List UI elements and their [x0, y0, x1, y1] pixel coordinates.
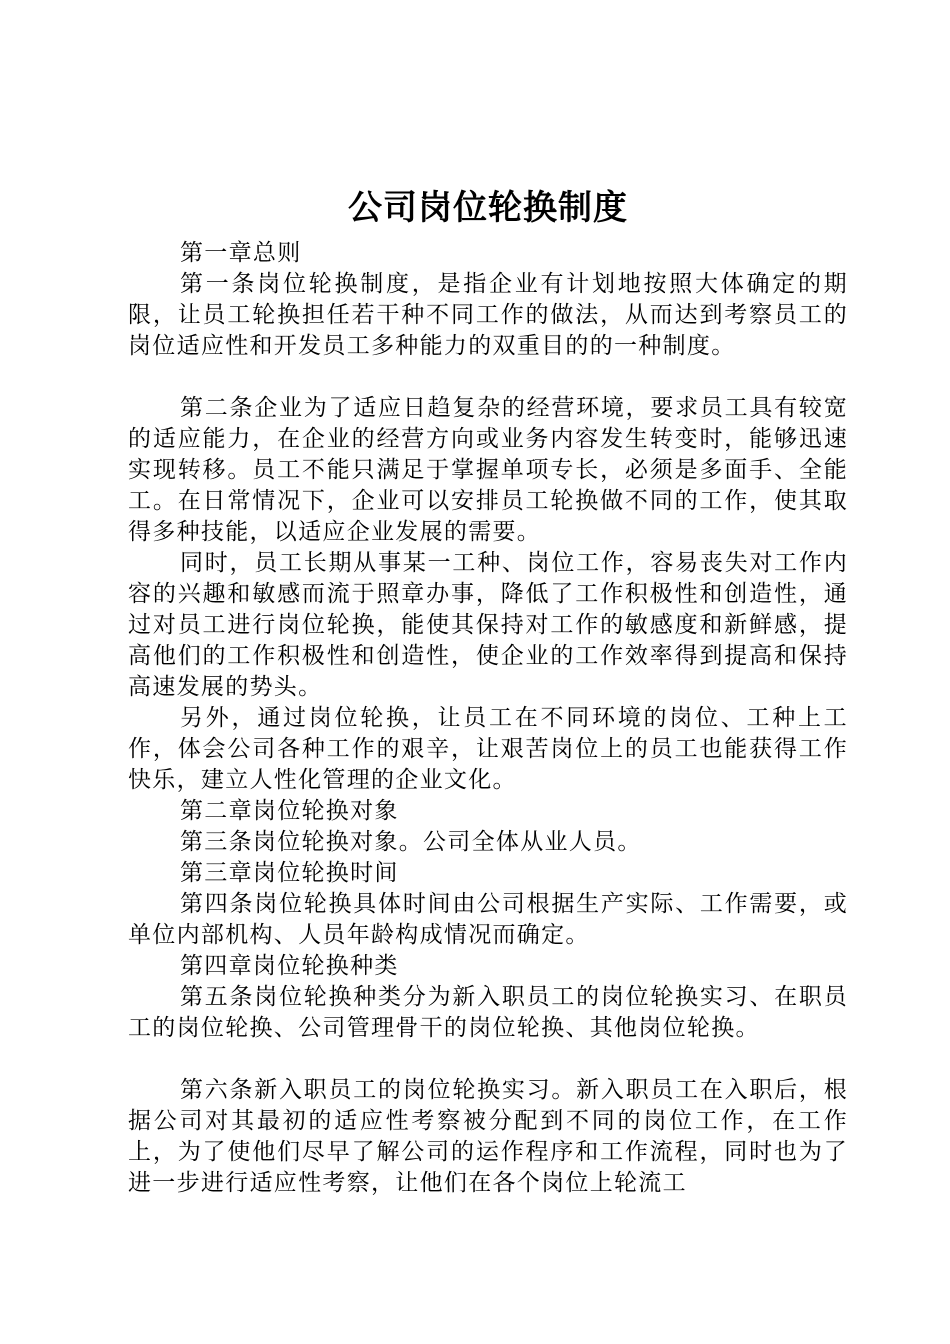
- body-paragraph: 同时，员工长期从事某一工种、岗位工作，容易丧失对工作内容的兴趣和敏感而流于照章办事，降低了工作积极性和创造性，通过对员工进行岗位轮换，能使其保持对工作的敏感度和新鲜感，提高他们的工作积极性和创造性，使企业的工作效率得到提高和保持高速发展的势头。: [128, 550, 848, 700]
- article-paragraph: 第一条岗位轮换制度，是指企业有计划地按照大体确定的期限，让员工轮换担任若干种不同工作的做法，从而达到考察员工的岗位适应性和开发员工多种能力的双重目的的一种制度。: [128, 271, 848, 359]
- chapter-heading: 第一章总则: [180, 240, 302, 266]
- paragraph-spacer: [128, 362, 848, 393]
- article-paragraph: 第六条新入职员工的岗位轮换实习。新入职员工在入职后，根据公司对其最初的适应性考察被分配到不同的岗位工作，在工作上，为了使他们尽早了解公司的运作程序和工作流程，同时也为了进一步进行适应性考察，让他们在各个岗位上轮流工: [128, 1077, 848, 1196]
- paragraph-spacer: [128, 1044, 848, 1075]
- article-paragraph: 第二条企业为了适应日趋复杂的经营环境，要求员工具有较宽的适应能力，在企业的经营方向或业务内容发生转变时，能够迅速实现转移。员工不能只满足于掌握单项专长，必须是多面手、全能工。在日常情况下，企业可以安排员工轮换做不同的工作，使其取得多种技能，以适应企业发展的需要。: [128, 395, 848, 545]
- chapter-heading: 第三章岗位轮换时间: [180, 860, 399, 886]
- document-page: [128, 178, 848, 1199]
- article-paragraph: 第四条岗位轮换具体时间由公司根据生产实际、工作需要，或单位内部机构、人员年龄构成情况而确定。: [128, 891, 848, 948]
- document-title: 公司岗位轮换制度: [348, 188, 628, 228]
- body-paragraph: 另外，通过岗位轮换，让员工在不同环境的岗位、工种上工作，体会公司各种工作的艰辛，让艰苦岗位上的员工也能获得工作快乐，建立人性化管理的企业文化。: [128, 705, 848, 793]
- chapter-heading: 第四章岗位轮换种类: [180, 953, 399, 979]
- article-paragraph: 第五条岗位轮换种类分为新入职员工的岗位轮换实习、在职员工的岗位轮换、公司管理骨干的岗位轮换、其他岗位轮换。: [128, 984, 848, 1041]
- chapter-heading: 第二章岗位轮换对象: [180, 798, 399, 824]
- article-paragraph: 第三条岗位轮换对象。公司全体从业人员。: [180, 829, 642, 855]
